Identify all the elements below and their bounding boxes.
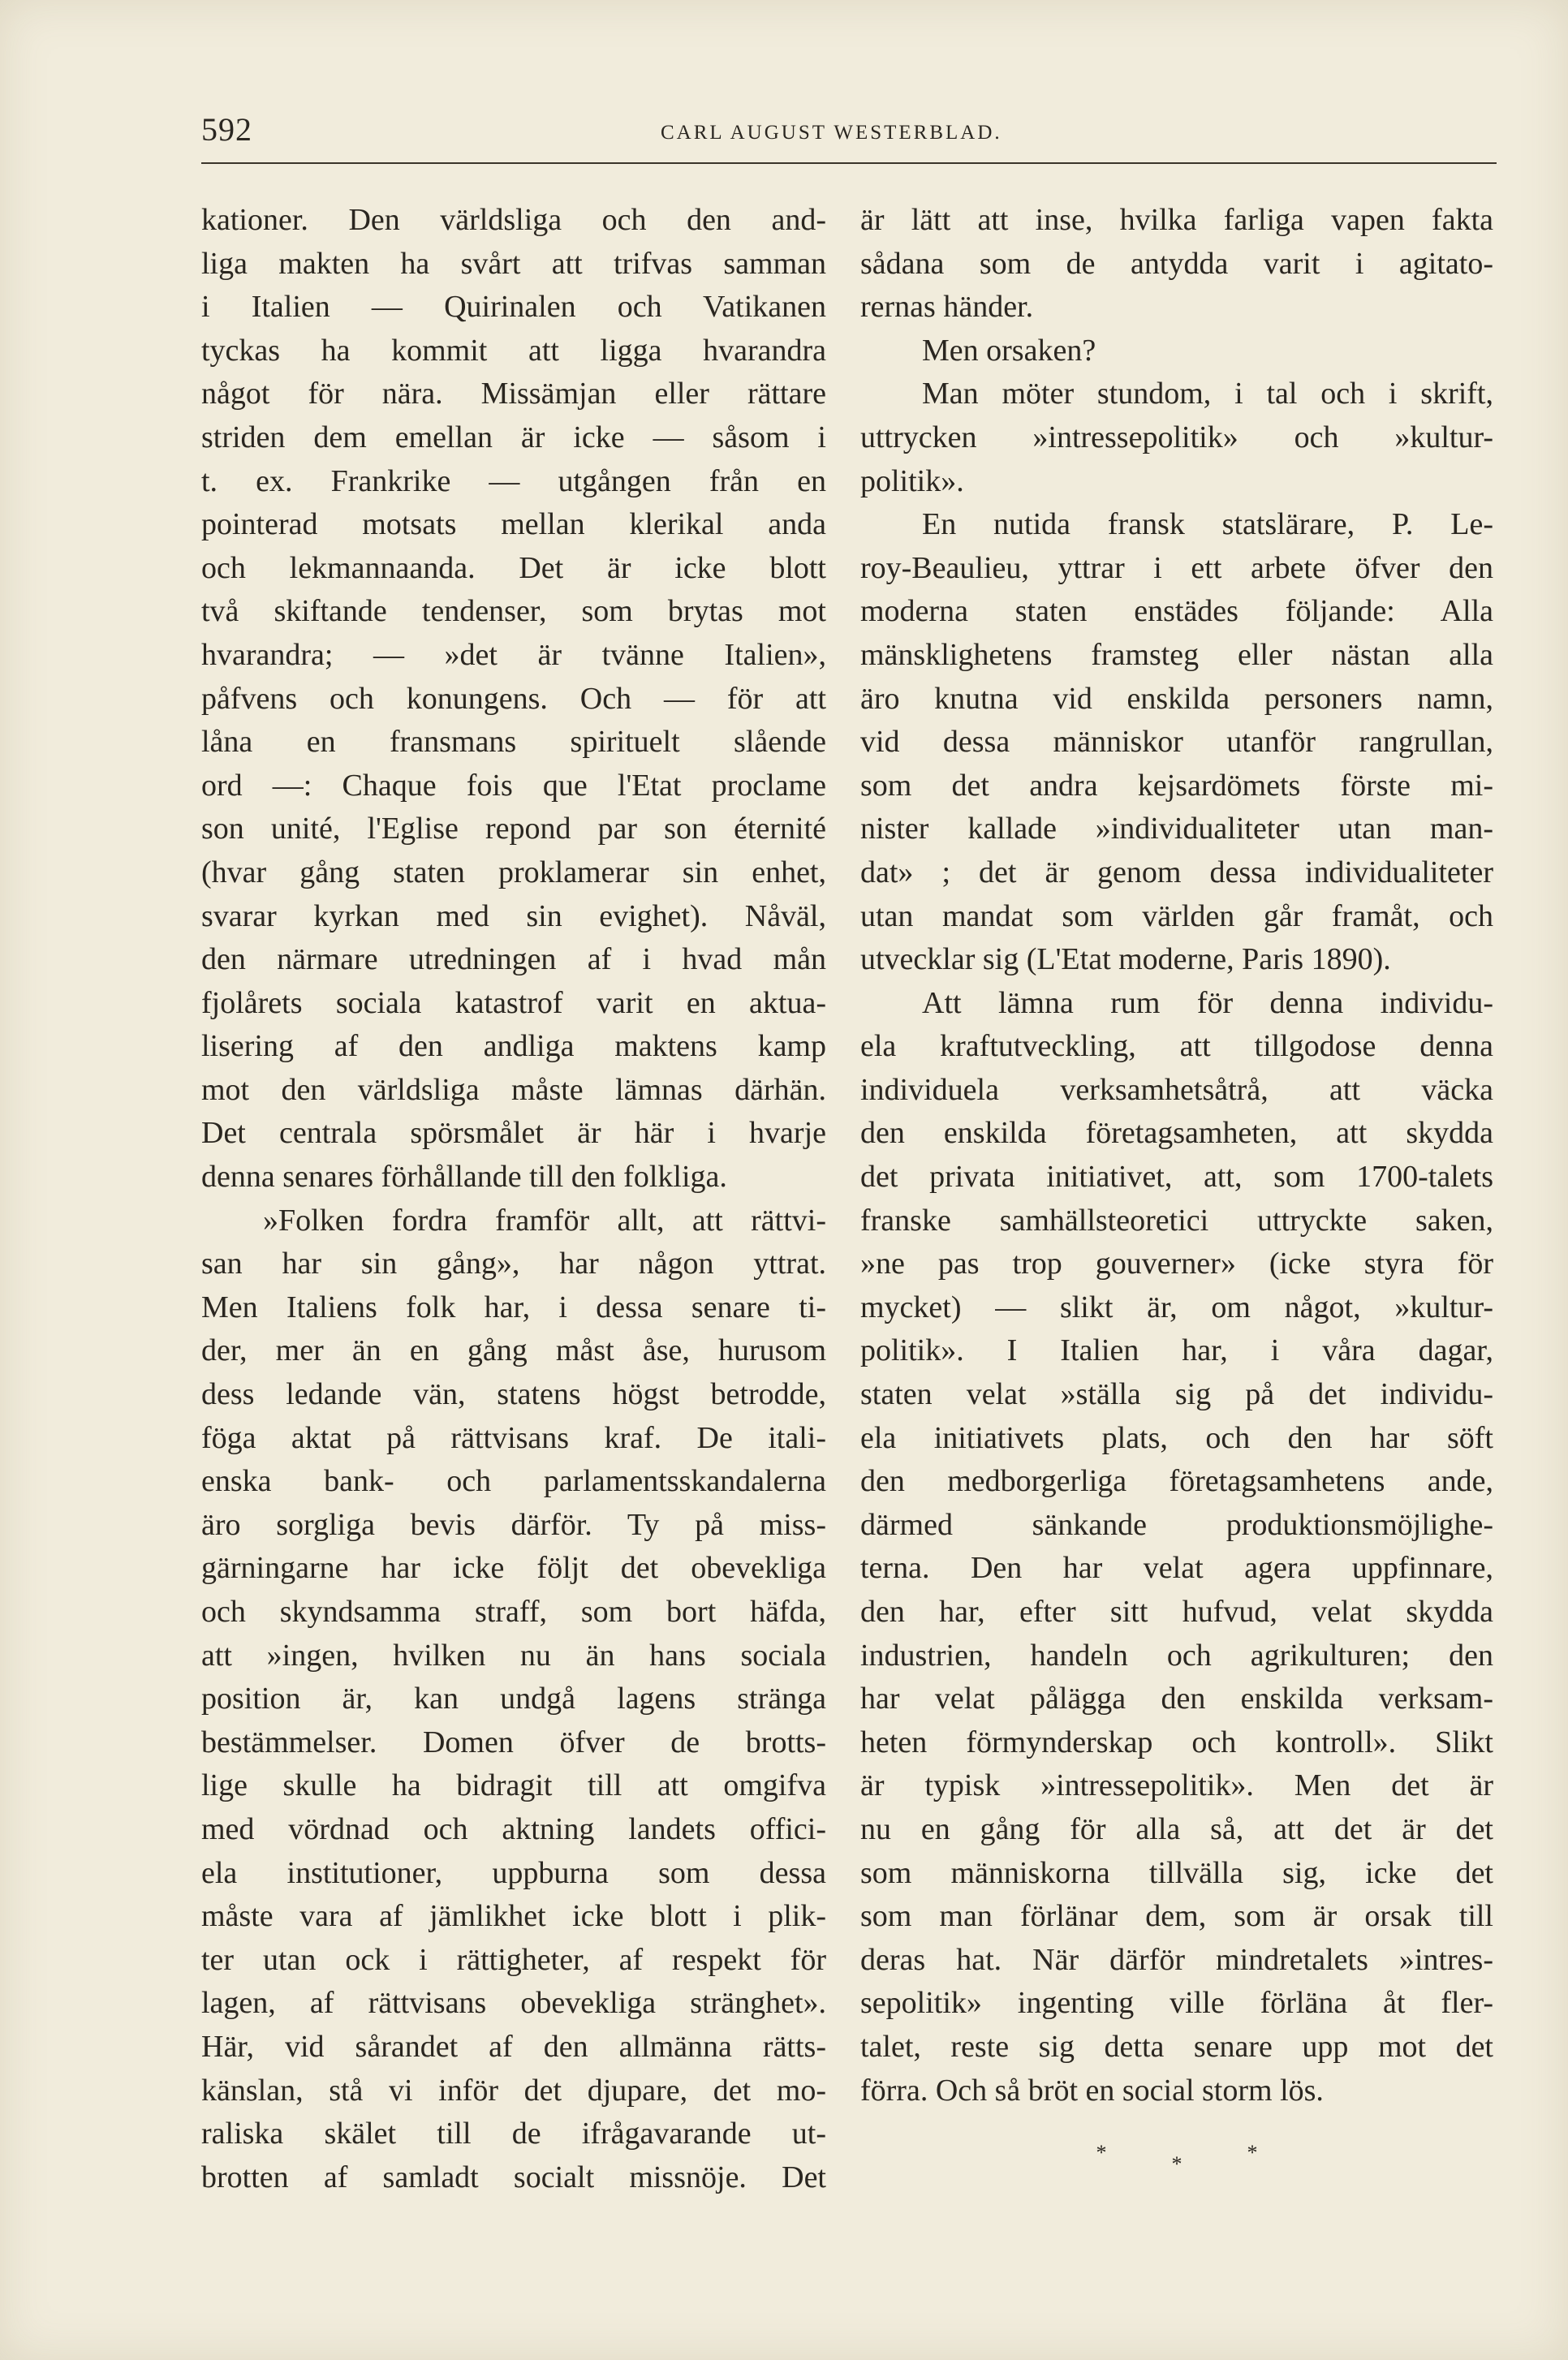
text-line: känslan, stå vi inför det djupare, det mo- <box>201 2073 826 2108</box>
text-line: mot den världsliga måste lämnas därhän. <box>201 1072 826 1107</box>
text-line: den har, efter sitt hufvud, velat skydda <box>860 1595 1493 1629</box>
text-line: äro sorgliga bevis därför. Ty på miss- <box>201 1507 826 1542</box>
text-line: Att lämna rum för denna individu- <box>922 985 1493 1020</box>
header-rule <box>201 162 1497 164</box>
text-line: fjolårets sociala katastrof varit en aktua- <box>201 985 826 1020</box>
text-line: staten velat »ställa sig på det individu- <box>860 1377 1493 1412</box>
text-line: tyckas ha kommit att ligga hvarandra <box>201 333 826 368</box>
text-line: brotten af samladt socialt missnöje. Det <box>201 2160 826 2194</box>
text-line: med vördnad och aktning landets offici- <box>201 1811 826 1846</box>
text-line: kationer. Den världsliga och den and- <box>201 203 826 237</box>
text-line: son unité, l'Eglise repond par son éternité <box>201 812 826 846</box>
text-line: individuela verksamhetsåtrå, att väcka <box>860 1072 1493 1107</box>
text-line: två skiftande tendenser, som brytas mot <box>201 594 826 629</box>
text-line: svarar kyrkan med sin evighet). Nåväl, <box>201 898 826 933</box>
text-line: och lekmannaanda. Det är icke blott <box>201 550 826 585</box>
text-line: mänsklighetens framsteg eller nästan alla <box>860 637 1493 672</box>
text-line: något för nära. Missämjan eller rättare <box>201 377 826 411</box>
text-line: nu en gång för alla så, att det är det <box>860 1811 1493 1846</box>
text-line: »Folken fordra framför allt, att rättvi- <box>263 1203 826 1238</box>
text-line: är lätt att inse, hvilka farliga vapen fakta <box>860 203 1493 237</box>
text-line: denna senares förhållande till den folkliga. <box>201 1160 727 1195</box>
text-line: talet, reste sig detta senare upp mot det <box>860 2029 1493 2064</box>
text-line: terna. Den har velat agera uppfinnare, <box>860 1551 1493 1586</box>
text-line: är typisk »intressepolitik». Men det är <box>860 1768 1493 1803</box>
text-line: därmed sänkande produktionsmöjlighe- <box>860 1507 1493 1542</box>
text-line: raliska skälet till de ifrågavarande ut- <box>201 2117 826 2151</box>
text-line: Här, vid sårandet af den allmänna rätts- <box>201 2029 826 2064</box>
text-line: påfvens och konungens. Och — för att <box>201 681 826 716</box>
text-line: lagen, af rättvisans obevekliga stränghet». <box>201 1986 826 2021</box>
asterisk-ornament: * <box>1096 2141 1107 2165</box>
text-line: den enskilda företagsamheten, att skydda <box>860 1116 1493 1151</box>
text-line: Det centrala spörsmålet är här i hvarje <box>201 1116 826 1151</box>
text-line: »ne pas trop gouverner» (icke styra för <box>860 1247 1493 1281</box>
text-line: lisering af den andliga maktens kamp <box>201 1029 826 1064</box>
page-number: 592 <box>201 111 252 148</box>
text-line: som det andra kejsardömets förste mi- <box>860 768 1493 803</box>
text-line: det privata initiativet, att, som 1700-talets <box>860 1160 1493 1195</box>
text-line: Men orsaken? <box>922 333 1096 368</box>
text-line: dat» ; det är genom dessa individualiteter <box>860 855 1493 889</box>
asterisk-ornament: * <box>1171 2152 1182 2177</box>
text-line: nister kallade »individualiteter utan man- <box>860 812 1493 846</box>
text-line: industrien, handeln och agrikulturen; den <box>860 1638 1493 1673</box>
page-header <box>201 110 1497 159</box>
text-line: Men Italiens folk har, i dessa senare ti- <box>201 1290 826 1324</box>
text-line: vid dessa människor utanför rangrullan, <box>860 725 1493 760</box>
text-line: rernas händer. <box>860 290 1034 325</box>
asterisk-ornament: * <box>1247 2141 1258 2165</box>
text-line: gärningarne har icke följt det obevekliga <box>201 1551 826 1586</box>
text-line: ter utan ock i rättigheter, af respekt för <box>201 1942 826 1977</box>
text-line: liga makten ha svårt att trifvas samman <box>201 246 826 281</box>
right-column <box>860 199 1493 2177</box>
text-line: hvarandra; — »det är tvänne Italien», <box>201 637 826 672</box>
text-line: politik». <box>860 463 964 498</box>
text-line: måste vara af jämlikhet icke blott i plik- <box>201 1899 826 1934</box>
text-line: heten förmynderskap och kontroll». Slikt <box>860 1725 1493 1759</box>
text-line: san har sin gång», har någon yttrat. <box>201 1247 826 1281</box>
text-line: lige skulle ha bidragit till att omgifva <box>201 1768 826 1803</box>
text-line: sepolitik» ingenting ville förläna åt fler- <box>860 1986 1493 2021</box>
text-line: den närmare utredningen af i hvad mån <box>201 942 826 977</box>
text-line: politik». I Italien har, i våra dagar, <box>860 1333 1493 1368</box>
text-line: der, mer än en gång måst åse, hurusom <box>201 1333 826 1368</box>
text-line: har velat pålägga den enskilda verksam- <box>860 1682 1493 1716</box>
text-line: roy-Beaulieu, yttrar i ett arbete öfver den <box>860 550 1493 585</box>
text-line: (hvar gång staten proklamerar sin enhet, <box>201 855 826 889</box>
text-line: ela initiativets plats, och den har söft <box>860 1420 1493 1455</box>
text-line: striden dem emellan är icke — såsom i <box>201 420 826 454</box>
text-line: låna en fransmans spirituelt slående <box>201 725 826 760</box>
text-line: bestämmelser. Domen öfver de brotts- <box>201 1725 826 1759</box>
text-line: position är, kan undgå lagens stränga <box>201 1682 826 1716</box>
text-line: moderna staten enstädes följande: Alla <box>860 594 1493 629</box>
text-line: Man möter stundom, i tal och i skrift, <box>922 377 1493 411</box>
text-line: som människorna tillvälla sig, icke det <box>860 1855 1493 1890</box>
text-line: sådana som de antydda varit i agitato- <box>860 246 1493 281</box>
text-line: ord —: Chaque fois que l'Etat proclame <box>201 768 826 803</box>
text-line: föga aktat på rättvisans kraf. De itali- <box>201 1420 826 1455</box>
left-column <box>201 199 826 2199</box>
text-line: En nutida fransk statslärare, P. Le- <box>922 507 1493 542</box>
text-line: deras hat. När därför mindretalets »intres- <box>860 1942 1493 1977</box>
text-line: förra. Och så bröt en social storm lös. <box>860 2073 1324 2108</box>
text-line: enska bank- och parlamentsskandalerna <box>201 1464 826 1499</box>
text-line: franske samhällsteoretici uttryckte saken, <box>860 1203 1493 1238</box>
text-line: som man förlänar dem, som är orsak till <box>860 1899 1493 1934</box>
text-line: ela kraftutveckling, att tillgodose denna <box>860 1029 1493 1064</box>
text-line: t. ex. Frankrike — utgången från en <box>201 463 826 498</box>
text-line: uttrycken »intressepolitik» och »kultur- <box>860 420 1493 454</box>
text-line: mycket) — slikt är, om något, »kultur- <box>860 1290 1493 1324</box>
text-line: och skyndsamma straff, som bort häfda, <box>201 1595 826 1629</box>
text-line: ela institutioner, uppburna som dessa <box>201 1855 826 1890</box>
text-line: att »ingen, hvilken nu än hans sociala <box>201 1638 826 1673</box>
section-ornament <box>860 2129 1493 2177</box>
running-head: CARL AUGUST WESTERBLAD. <box>661 122 1002 144</box>
text-line: dess ledande vän, statens högst betrodde, <box>201 1377 826 1412</box>
text-line: äro knutna vid enskilda personers namn, <box>860 681 1493 716</box>
text-line: utvecklar sig (L'Etat moderne, Paris 1890). <box>860 942 1391 977</box>
text-line: utan mandat som världen går framåt, och <box>860 898 1493 933</box>
text-line: pointerad motsats mellan klerikal anda <box>201 507 826 542</box>
text-line: i Italien — Quirinalen och Vatikanen <box>201 290 826 325</box>
text-line: den medborgerliga företagsamhetens ande, <box>860 1464 1493 1499</box>
